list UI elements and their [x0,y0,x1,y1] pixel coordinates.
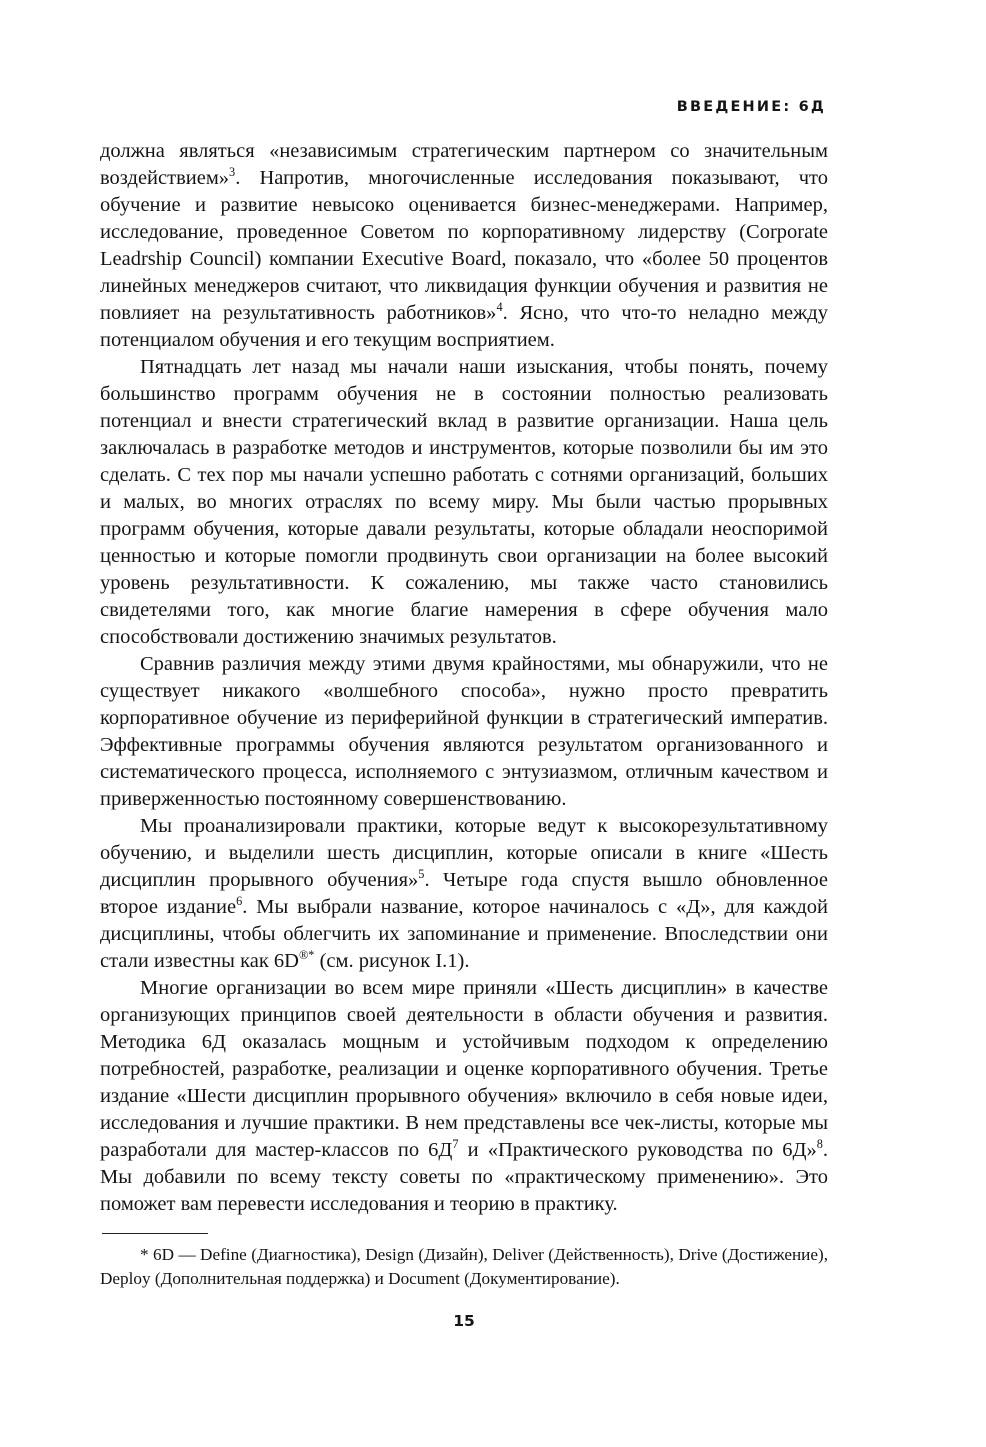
body-text [100,138,828,1218]
footnote-text: 6D — Define (Диагностика), Design (Дизайн), Deliver (Действенность), Drive (Достижение), Deploy (Дополнительная поддержка) и Document (Документирование). [100,1245,829,1288]
paragraph [100,813,828,975]
footnote-reference: 7 [452,1137,459,1152]
footnote-reference: 8 [816,1137,823,1152]
text-run: Мы проанализировали практики, которые ведут к высокорезультативному обучению, и выделили шесть дисциплин, которые описали в книге «Шесть дисциплин прорывного обучения» [100,815,828,891]
footnote-reference: 6 [236,894,243,909]
text-run: . Мы добавили по всему тексту советы по «практическому применению». Это поможет вам перевести исследования и теорию в практику. [100,1139,828,1215]
footnote-reference: 3 [229,165,236,180]
paragraph [100,975,828,1218]
text-run: (см. рисунок I.1). [314,950,470,972]
paragraph [100,138,828,354]
text-run: Многие организации во всем мире приняли «Шесть дисциплин» в качестве организующих принципов своей деятельности в области обучения и развития. Методика 6Д оказалась мощным и устойчивым подходом к определению потребностей, разработке, реализации и оценке корпоративного обучения. Третье издание «Шести дисциплин прорывного обучения» включило в себя новые идеи, исследования и лучшие практики. В нем представлены все чек-листы, которые мы разработали для мастер-классов по 6Д [100,977,828,1161]
text-run: . Мы выбрали название, которое начиналось с «Д», для каждой дисциплины, чтобы облегчить их запоминание и применение. Впоследствии они стали известны как 6D [100,896,828,972]
text-run: должна являться «независимым стратегическим партнером со значительным воздействием» [100,140,828,189]
text-run: . Напротив, многочисленные исследования показывают, что обучение и развитие невысоко оценивается бизнес-менеджерами. Например, исследование, проведенное Советом по корпоративному лидерству (Corporate Leadrship Council) компании Executive Board, показало, что «более 50 процентов линейных менеджеров считают, что ликвидация функции обучения и развития не повлияет на результативность работников» [100,167,828,324]
text-run: . Четыре года спустя вышло обновленное второе издание [100,869,828,918]
footnote-reference: 5 [418,867,425,882]
text-run: и «Практического руководства по 6Д» [458,1139,817,1161]
text-run: Пятнадцать лет назад мы начали наши изыскания, чтобы понять, почему большинство программ обучения не в состоянии полностью реализовать потенциал и внести стратегический вклад в развитие организации. Наша цель заключалась в разработке методов и инструментов, которые позволили бы им это сделать. С тех пор мы начали успешно работать с сотнями организаций, больших и малых, во многих отраслях по всему миру. Мы были частью прорывных программ обучения, которые давали результаты, которые обладали неоспоримой ценностью и которые помогли продвинуть свои организации на более высокий уровень результативности. К сожалению, мы также часто становились свидетелями того, как многие благие намерения в сфере обучения мало способствовали достижению значимых результатов. [100,356,828,648]
footnote-reference: 4 [496,300,503,315]
text-run: Сравнив различия между этими двумя крайностями, мы обнаружили, что не существует никакого «волшебного способа», нужно просто превратить корпоративное обучение из периферийной функции в стратегический императив. Эффективные программы обучения являются результатом организованного и систематического процесса, исполняемого с энтузиазмом, отличным качеством и приверженностью постоянному совершенствованию. [100,653,828,810]
footnote [100,1243,828,1291]
footnote-rule [102,1233,208,1234]
paragraph [100,651,828,813]
footnote-marker: * [140,1245,149,1264]
paragraph [100,354,828,651]
running-header: ВВЕДЕНИЕ: 6Д [676,99,826,115]
footnote-reference: ®* [298,948,315,963]
text-run: . Ясно, что что-то неладно между потенциалом обучения и его текущим восприятием. [100,302,828,351]
page-number: 15 [453,1312,475,1330]
